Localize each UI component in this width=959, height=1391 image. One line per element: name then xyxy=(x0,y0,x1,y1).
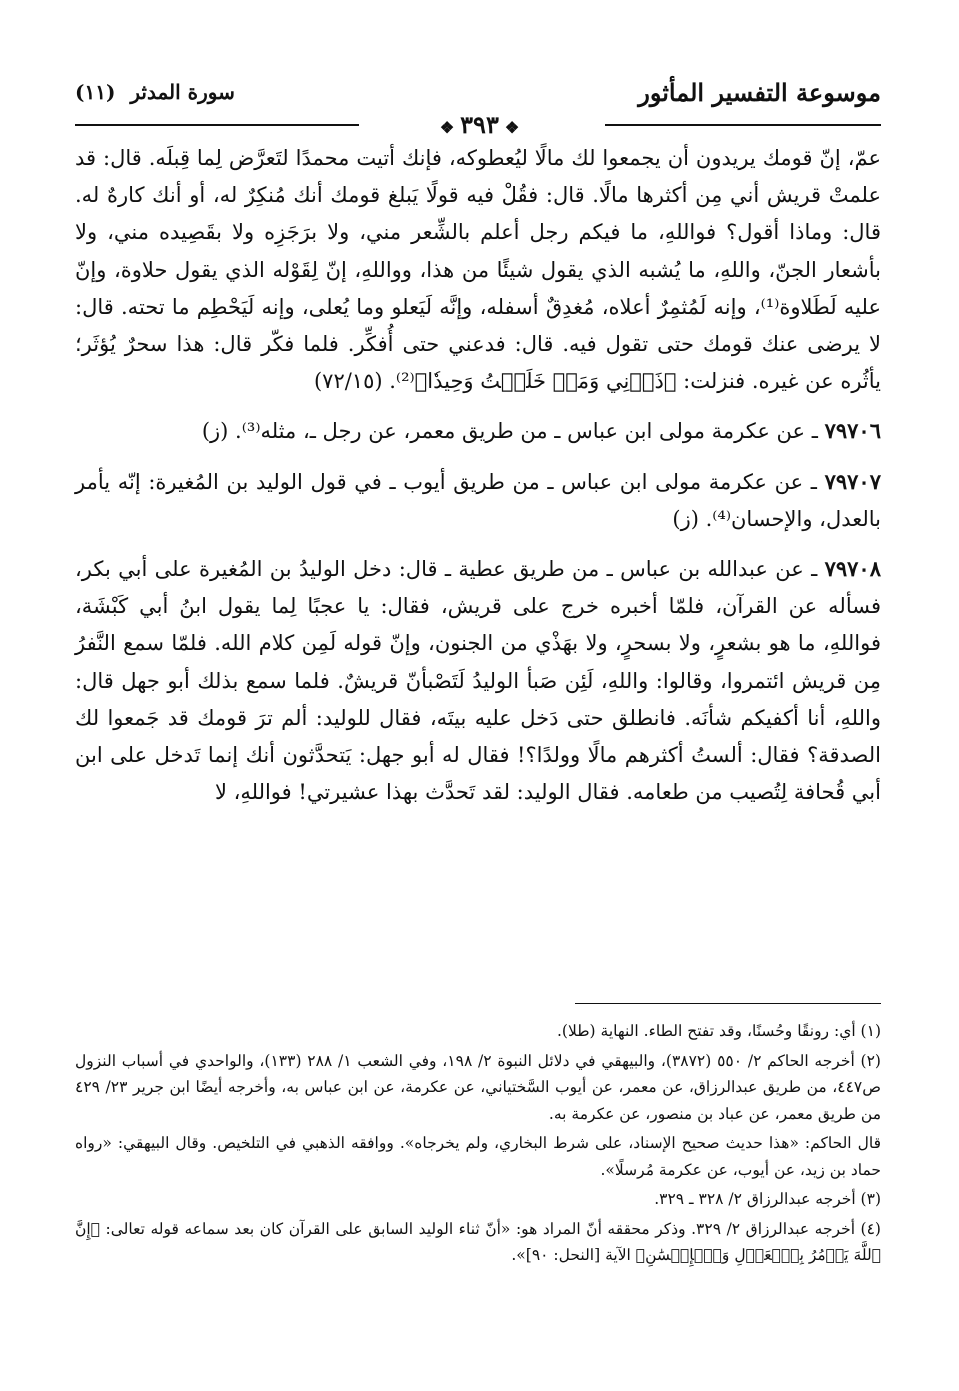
page-number-block xyxy=(0,110,959,139)
footnote: (٢) أخرجه الحاكم ٢/ ٥٥٠ (٣٨٧٢)، والبيهقي في دلائل النبوة ٢/ ١٩٨، وفي الشعب ١/ ٢٨٨ (١٣٣)، والواحدي في أسباب النزول ص٤٤٧، من طريق عبدالرزاق، عن معمر، عن أيوب السَّختياني، عن عكرمة، عن ابن عباس به، وأخرجه أيضًا ابن جرير ٢٣/ ٤٢٩ من طريق معمر، عن عباد بن منصور، عن عكرمة به. xyxy=(75,1051,881,1123)
hadith-number: ٧٩٧٠٨ xyxy=(824,556,881,582)
surah-name: سورة المدثر xyxy=(130,80,235,104)
footnote: قال الحاكم: «هذا حديث صحيح الإسناد، على شرط البخاري، ولم يخرجاه». ووافقه الذهبي في التلخيص. وقال البيهقي: «رواه حماد بن زيد، عن أيوب، عن عكرمة مُرسلًا». xyxy=(75,1134,881,1179)
running-header xyxy=(75,78,881,110)
footnote-separator xyxy=(575,1003,881,1004)
hadith-paragraph xyxy=(75,412,881,450)
footnote: (١) أي: رونقًا وحُسنًا، وقد تفتح الطاء. النهاية (طلا). xyxy=(556,1022,881,1040)
hadith-number: ٧٩٧٠٧ xyxy=(824,468,881,494)
footnote: (٣) أخرجه عبدالرزاق ٢/ ٣٢٨ ـ ٣٢٩. xyxy=(654,1190,881,1208)
paragraph-text: ـ عن عكرمة مولى ابن عباس ـ من طريق أيوب ـ في قول الوليد بن المُغيرة: إنّه يأمر بالعدل، والإحسان⁽⁴⁾. (ز) xyxy=(75,469,881,531)
surah-label xyxy=(75,80,235,104)
paragraph-text: ـ عن عبدالله بن عباس ـ من طريق عطية ـ قال: دخل الوليدُ بن المُغيرة على أبي بكر، فسأله عن القرآن، فلمّا أخبره خرج على قريش، فقال: يا عجبًا لِما يقول ابنُ أبي كَبْشَة، فواللهِ، ما هو بشعرٍ، ولا بسحرٍ، ولا بهَذْي من الجنون، وإنّ قوله لَمِن كلام الله. فلمّا سمع النَّفرُ مِن قريش ائتمروا، وقالوا: واللهِ، لَئِن صَبأ الوليدُ لَتَصْبأنّ قريشٌ. فلما سمع بذلك أبو جهل قال: واللهِ، أنا أكفيكم شأنَه. فانطلق حتى دَخل عليه بيتَه، فقال للوليد: ألم ترَ قومك قد جَمعوا لك الصدقة؟ فقال: ألستُ أكثرهم مالًا وولدًا؟! فقال له أبو جهل: يَتحدَّثون أنك إنما تَدخل على ابن أبي قُحافة لِتُصيب من طعامه. فقال الوليد: لقد تَحدَّث بهذا عشيرتي! فواللهِ، لا xyxy=(75,557,881,805)
hadith-paragraph xyxy=(75,550,881,811)
ornament-icon: ❖ xyxy=(439,118,455,137)
footnotes xyxy=(75,1018,881,1272)
main-text xyxy=(75,140,881,823)
paragraph-text: ـ عن عكرمة مولى ابن عباس ـ من طريق معمر، عن رجل ـ، مثله⁽³⁾. (ز) xyxy=(201,419,825,444)
book-title: موسوعة التفسير المأثور xyxy=(638,78,881,107)
footnote: (٤) أخرجه عبدالرزاق ٢/ ٣٢٩. وذكر محققه أنّ المراد هو: «أنّ ثناء الوليد السابق على القرآن كان بعد سماعه قوله تعالى: ﴿إِنَّ ٱللَّهَ يَأۡمُرُ بِٱلۡعَدۡلِ وَٱلۡإِحۡسَٰنِ﴾ الآية [النحل: ٩٠]». xyxy=(75,1219,881,1264)
paragraph-text: عمّ، إنّ قومك يريدون أن يجمعوا لك مالًا ليُعطوكه، فإنك أتيت محمدًا لتَعرَّض لِما قِبلَه. قال: قد علمتْ قريش أني مِن أكثرها مالًا. قال: فقُلْ فيه قولًا يَبلغ قومك أنك مُنكِرٌ له، أو أنك كارهٌ له. قال: وماذا أقول؟ فواللهِ، ما فيكم رجل أعلم بالشِّعر مني، ولا برَجَزِه ولا بقَصِيده مني، ولا بأشعار الجنّ، واللهِ، ما يُشبه الذي يقول شيئًا من هذا، وواللهِ، إنّ لِقَوْله الذي يقول حلاوة، وإنّ عليه لَطَلاوة⁽¹⁾، وإنه لَمُثمِرٌ أعلاه، مُغدِقٌ أسفله، وإنَّه لَيَعلو وما يُعلى، وإنه لَيَحْطِم ما تحته. قال: لا يرضى عنك قومك حتى تقول فيه. قال: فدعني حتى أُفكِّر. فلما فكّر قال: هذا سحرٌ يُؤثَر؛ يأثُره عن غيره. فنزلت: ﴿ذَرۡنِي وَمَنۡ خَلَقۡتُ وَحِيدٗا﴾⁽²⁾. (٧٢/١٥) xyxy=(75,146,881,394)
hadith-number: ٧٩٧٠٦ xyxy=(824,418,881,444)
ornament-icon: ❖ xyxy=(504,118,520,137)
paragraph xyxy=(75,140,881,400)
page-number: ٣٩٣ xyxy=(460,110,499,139)
surah-number: (١١) xyxy=(75,80,116,104)
hadith-paragraph xyxy=(75,463,881,538)
